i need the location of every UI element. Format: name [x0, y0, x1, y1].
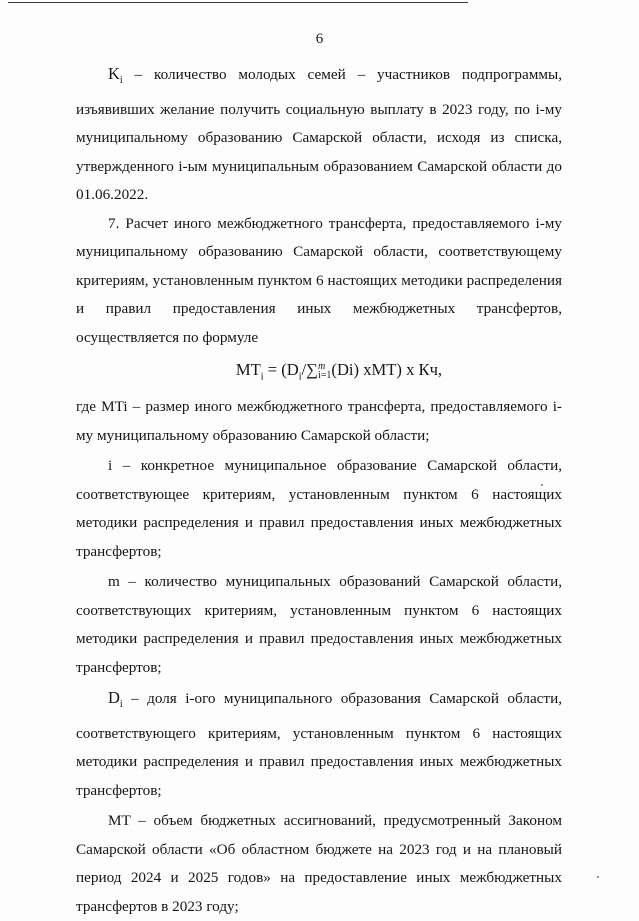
sum-upper: m — [318, 361, 326, 373]
sum-lower: i=1 — [318, 370, 332, 382]
ki-text: – количество молодых семей – участников подпрограммы, изъявивших желание получить социальную выплату в 2023 году, по i-му муниципальному образованию Самарской области, исходя из списка, утвержденного i-ым муниципальным образованием Самарской области до 01.06.2022. — [76, 66, 562, 204]
document-body — [76, 60, 562, 921]
ki-definition — [76, 60, 562, 210]
di-text: – доля i-ого муниципального образования Самарской области, соответствующего критериям, установленным пунктом 6 настоящих методики распределения и правил предоставления иных межбюджетных трансфертов; — [76, 690, 562, 799]
scan-speck — [541, 484, 543, 486]
top-border-line — [8, 2, 468, 3]
di-definition — [76, 684, 562, 805]
di-symbol: D — [108, 688, 120, 708]
sum-operator — [306, 354, 331, 386]
page-number: 6 — [315, 31, 324, 47]
ki-symbol: K — [108, 64, 120, 83]
sum-limits — [318, 362, 331, 380]
i-definition: i – конкретное муниципальное образование Самарской области, соответствующее критериям, установленным пунктом 6 настоящих методики распределения и правил предоставления иных межбюджетных трансфертов; — [76, 457, 562, 560]
formula-eq: = (D — [263, 360, 299, 380]
m-definition: m – количество муниципальных образований Самарской области, соответствующих критериям, установленным пунктом 6 настоящих методики распределения и правил предоставления иных межбюджетных трансфертов; — [76, 573, 562, 676]
ki-subscript: i — [119, 75, 123, 87]
paragraph-7: 7. Расчет иного межбюджетного трансферта, предоставляемого i-му муниципальному образованию Самарской области, соответствующему критериям, установленным пунктом 6 настоящих методики распределения и правил предоставления иных межбюджетных трансфертов, осуществляется по формуле — [76, 214, 562, 346]
scan-speck — [597, 876, 599, 878]
formula-rest: (Di) хMT) х Кч, — [331, 360, 443, 380]
formula-lhs: MT — [235, 360, 261, 380]
formula-lhs-sub: i — [260, 371, 264, 383]
formula-d-sub: i — [298, 371, 302, 383]
di-subscript: i — [119, 699, 123, 711]
sum-symbol: ∑ — [306, 360, 318, 380]
mt-definition: MT – объем бюджетных ассигнований, предусмотренный Законом Самарской области «Об областном бюджете на 2023 год и на плановый период 2024 и 2025 годов» на предоставление иных межбюджетных трансфертов в 2023 году; — [76, 812, 562, 915]
formula — [76, 354, 562, 393]
mti-definition: где MTi – размер иного межбюджетного трансферта, предоставляемого i-му муниципальному образованию Самарской области; — [76, 398, 562, 444]
formula-slash: / — [301, 360, 307, 380]
